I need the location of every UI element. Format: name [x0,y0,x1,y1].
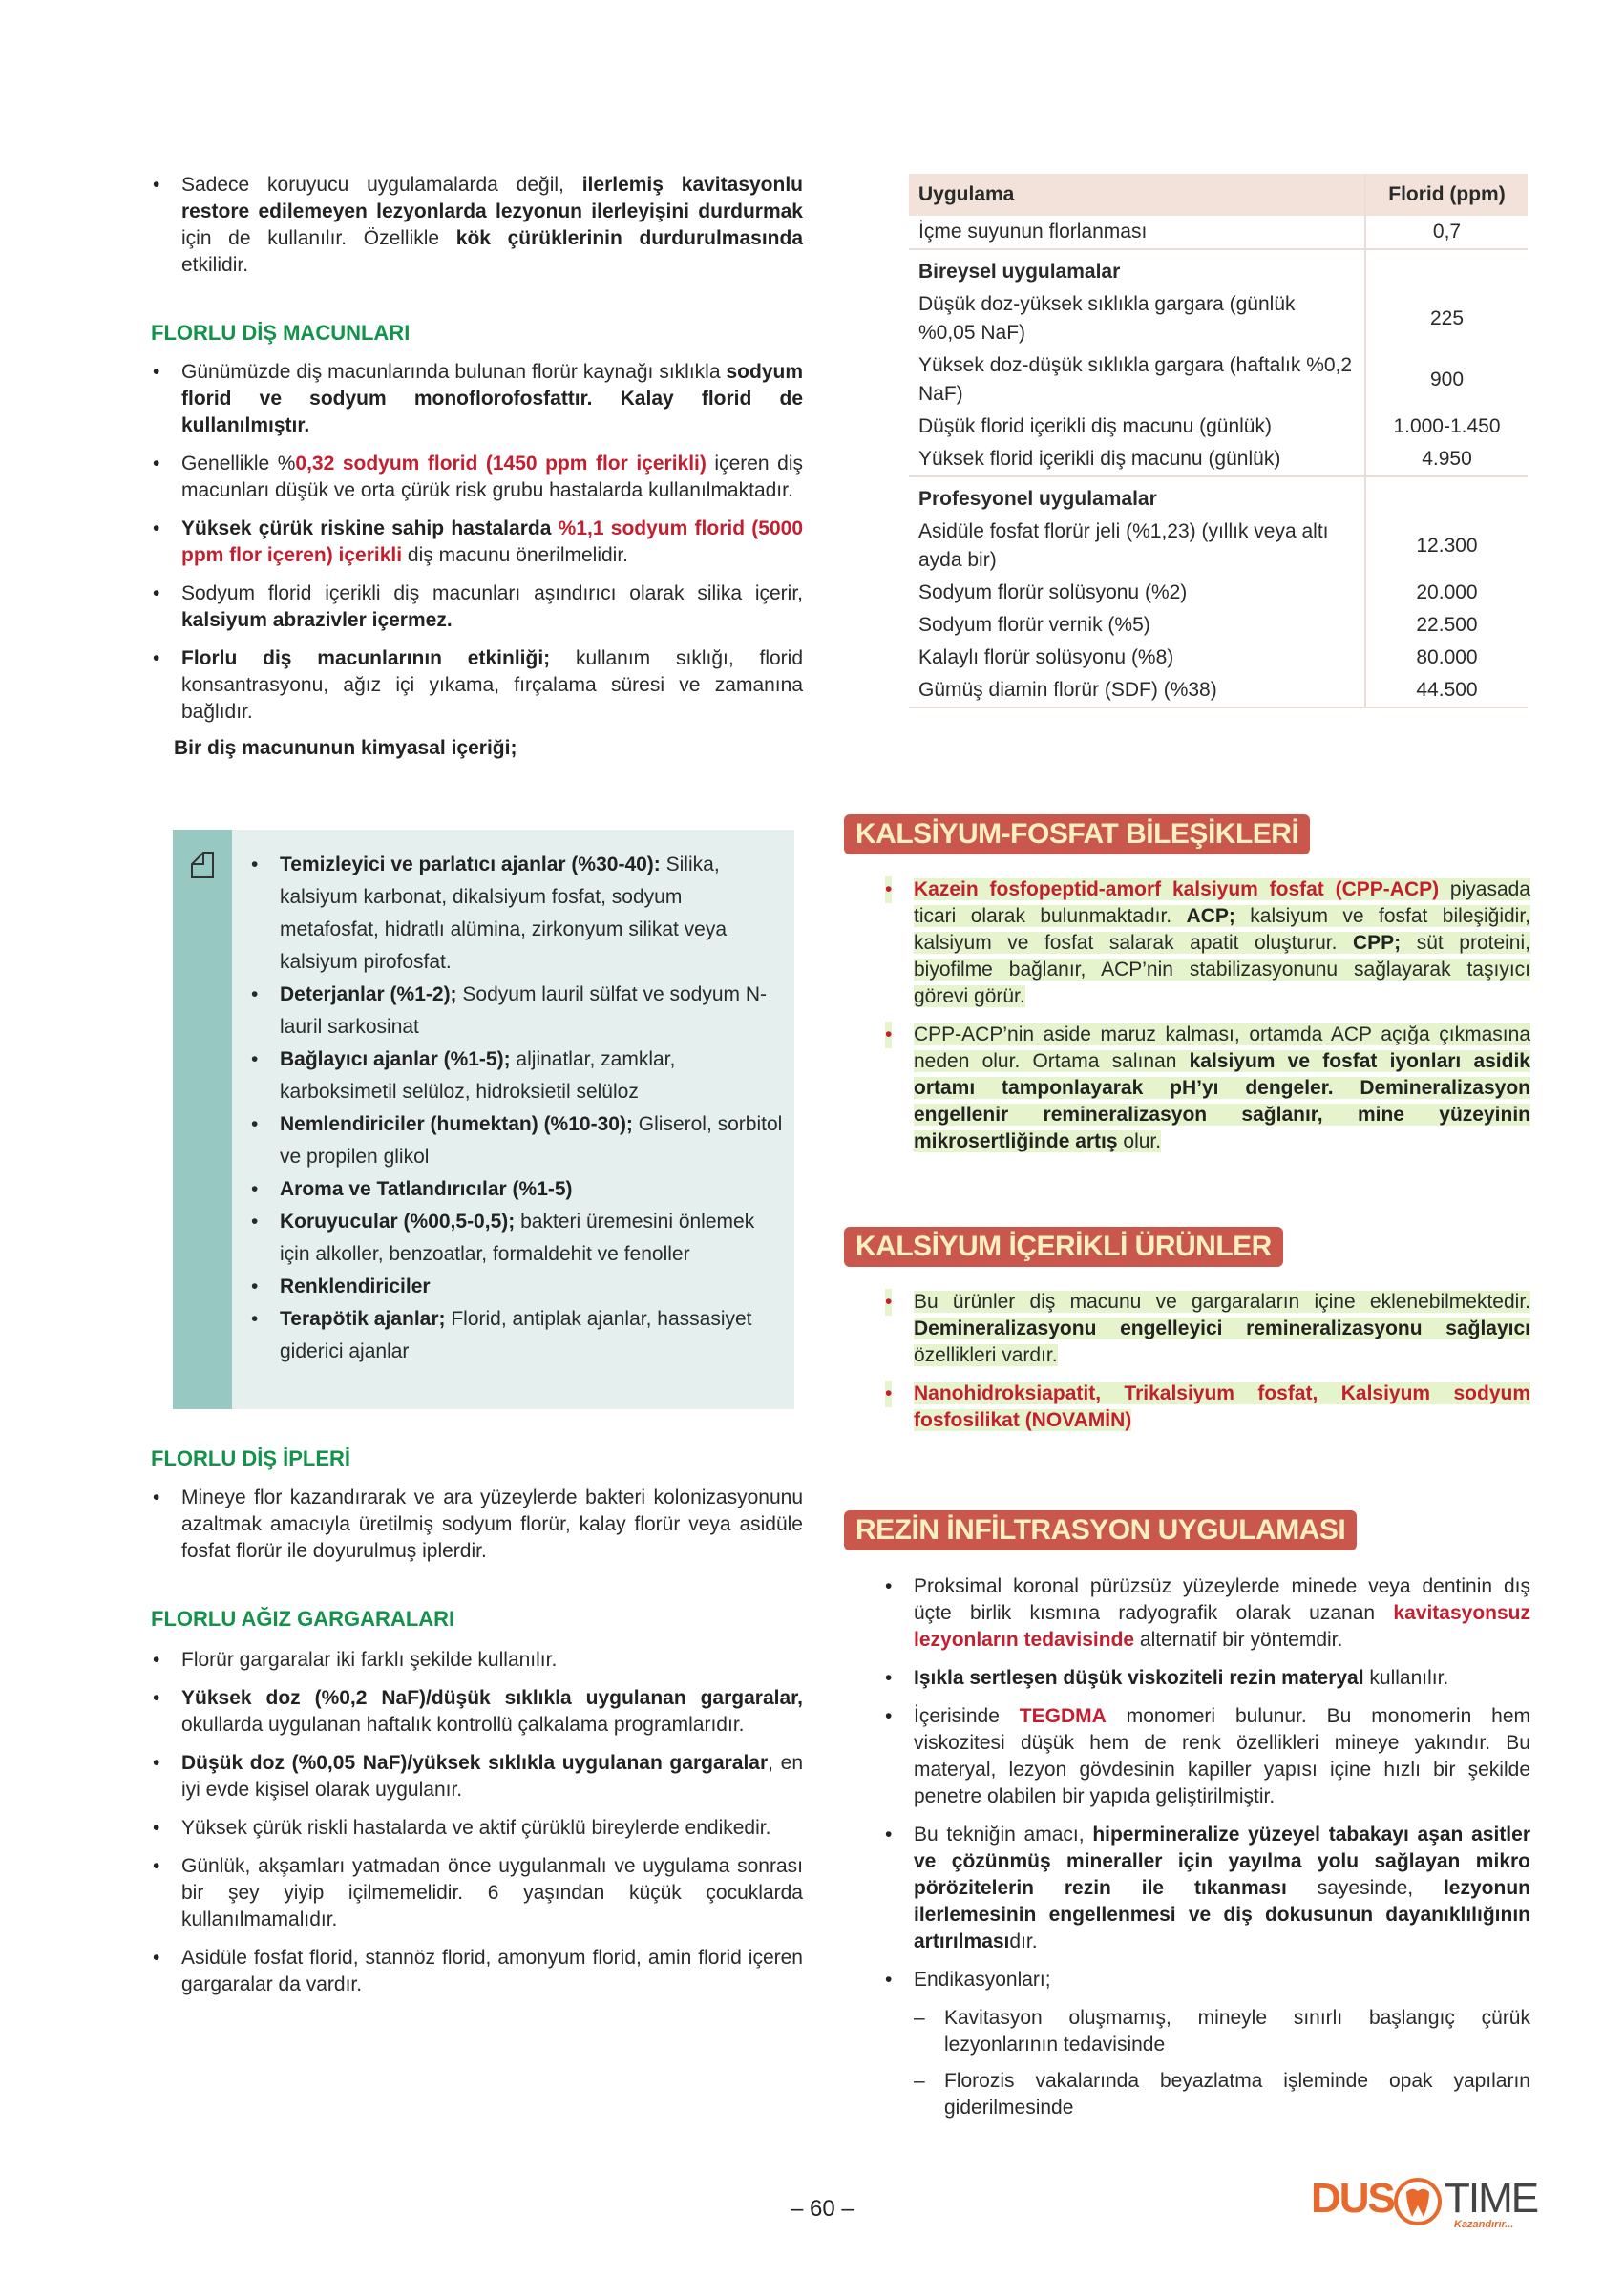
table-cell-fluoride: 225 [1365,288,1528,349]
text-segment: Endikasyonları; [914,1969,1051,1991]
section-title-mouthwash: FLORLU AĞIZ GARGARALARI [151,1607,455,1631]
text-segment: Günlük, akşamları yatmadan önce uygulanmalı ve uygulama sonrası bir şey yiyip içilmemelidir. 6 yaşından küçük çocuklarda kullanılmamalıdır. [181,1855,803,1930]
text-segment: sayesinde, [1286,1877,1444,1899]
table-cell-fluoride: 0,7 [1365,216,1528,249]
logo-tagline: Kazandırır... [1454,2219,1514,2230]
list-item [883,1289,1530,1369]
table-row [909,216,1528,249]
emphasis-bold: Nemlendiriciler (humektan) (%10-30); [280,1113,633,1135]
list-item [151,645,803,726]
emphasis-bold: Temizleyici ve parlatıcı ajanlar (%30-40): [280,854,661,875]
emphasis-bold: Koruyucular (%00,5-0,5); [280,1211,516,1233]
emphasis-bold: Yüksek çürük riskine sahip hastalarda [181,517,559,539]
text-segment: kalsiyum ve fosfat bileşiğidir, kalsiyum ve fosfat salarak apatit oluşturur. [914,905,1530,954]
list-item [249,849,784,979]
list-item [151,1750,803,1803]
table-row [909,349,1528,411]
table-cell-application: Gümüş diamin florür (SDF) (%38) [909,674,1365,707]
list-item [151,580,803,634]
table-cell-fluoride: 900 [1365,349,1528,411]
toothpaste-list [151,359,803,726]
text-segment: CPP-ACP’nin aside maruz kalması, ortamda ACP açığa çıkmasına neden olur. Ortama salınan [914,1023,1530,1072]
table-cell-application: Düşük florid içerikli diş macunu (günlük) [918,415,1272,437]
fluoride-table [909,174,1528,708]
table-cell-application: Asidüle fosfat florür jeli (%1,23) (yıllık veya altı ayda bir) [918,520,1329,571]
highlighted-text [914,878,1530,1007]
highlighted-text [914,1291,1530,1366]
list-item [151,516,803,569]
calcium-phosphate-section [883,876,1530,1167]
emphasis-red: Kazein fosfopeptid-amorf kalsiyum fosfat (CPP-ACP) [914,878,1440,900]
resin-list [883,1573,1530,1993]
list-item [249,1303,784,1368]
list-item [151,1853,803,1933]
text-segment: Silika, kalsiyum karbonat, dikalsiyum fosfat, sodyum metafosfat, hidratlı alümina, zirkonyum silikat veya kalsiyum pirofosfat. [280,854,728,973]
emphasis-red: 0,32 sodyum florid (1450 ppm flor içerikli) [295,453,707,475]
chemical-content-list [249,849,784,1368]
table-cell-application: Sodyum florür vernik (%5) [918,614,1150,636]
emphasis-bold: kalsiyum abrazivler içermez. [181,609,453,631]
text-segment: olur. [1117,1130,1162,1152]
chemical-content-title: Bir diş macununun kimyasal içeriği; [174,737,517,759]
text-segment: Sadece koruyucu uygulamalarda değil, [181,174,582,196]
text-segment: Yüksek çürük riskli hastalarda ve aktif çürüklü bireylerde endikedir. [181,1817,771,1839]
highlighted-text [914,1382,1530,1431]
text-segment: monomeri bulunur. Bu monomerin hem viskozitesi düşük hem de renk özellikleri mineye yakındır. Bu materyal, lezyon gövdesinin kapiller yapısı içine hızlı bir şekilde penetre olabilen bir yapıda geliştirilmiştir. [914,1705,1531,1807]
list-item [249,1044,784,1108]
emphasis-bold: hipermineralize yüzeyel tabakayı aşan asitler ve çözünmüş mineraller için yayılma yolu sağlayan mikro pörözitelerin rezin ile tıkanması [914,1824,1530,1899]
emphasis-red: Nanohidroksiapatit, Trikalsiyum fosfat, Kalsiyum sodyum fosfosilikat (NOVAMİN) [914,1382,1530,1431]
text-segment: Proksimal koronal pürüzsüz yüzeylerde minede veya dentinin dış üçte birlik kısmına radyografik olarak uzanan [914,1575,1530,1624]
intro-list [151,172,803,279]
text-segment: dır. [1009,1930,1038,1952]
emphasis-bold: lezyonun ilerlemesinin engellenmesi ve diş dokusunun dayanıklılığının artırılması [914,1877,1530,1952]
table-group-row [909,249,1528,288]
emphasis-bold: sodyum florid ve sodyum monoflorofosfattır. Kalay florid de kullanılmıştır. [181,361,803,436]
list-item [151,359,803,439]
calcium-products-list [883,1289,1530,1434]
text-segment: Bu tekniğin amacı, [914,1824,1093,1846]
text-segment: Florid, antiplak ajanlar, hassasiyet giderici ajanlar [280,1308,752,1362]
emphasis-bold: ACP; [1186,905,1235,927]
chemical-content-box [173,830,794,1409]
table-header-application: Uygulama [909,174,1365,216]
table-cell-application: Yüksek florid içerikli diş macunu (günlük) [909,443,1365,476]
table-cell-application: Yüksek doz-düşük sıklıkla gargara (haftalık %0,2 NaF) [918,354,1353,405]
list-item [151,451,803,504]
list-item [151,1685,803,1739]
list-item [883,1022,1530,1155]
calcium-phosphate-list [883,876,1530,1155]
emphasis-red: %1,1 sodyum florid (5000 ppm flor içeren) içerikli [181,517,803,566]
text-segment: Gliserol, sorbitol ve propilen glikol [280,1113,783,1168]
list-item [883,1665,1530,1692]
text-segment: kullanılır. [1363,1667,1449,1689]
list-item [883,876,1530,1010]
text-segment: özellikleri vardır. [914,1344,1058,1366]
table-cell-application: Kalaylı florür solüsyonu (%8) [918,646,1174,668]
page-number: – 60 – [791,2196,854,2222]
text-segment: Florozis vakalarında beyazlatma işleminde opak yapıların giderilmesinde [944,2070,1530,2119]
highlighted-text [914,1023,1530,1152]
emphasis-red: TEGDMA [1019,1705,1107,1727]
table-cell-application: Profesyonel uygulamalar [918,488,1157,510]
calcium-products-section [883,1289,1530,1445]
text-segment: piyasada ticari olarak bulunmaktadır. [914,878,1530,927]
tooth-icon [1393,2177,1443,2226]
emphasis-bold: CPP; [1352,932,1402,954]
table-cell-fluoride: 80.000 [1365,642,1528,674]
list-item [151,1647,803,1674]
logo-text-dus: DUS [1311,2175,1394,2222]
emphasis-bold: kök çürüklerinin durdurulmasında [455,227,803,249]
table-cell-fluoride: 22.500 [1365,609,1528,642]
list-item [883,1967,1530,1993]
emphasis-bold: kalsiyum ve fosfat iyonları asidik ortamı tamponlayarak pH’yı dengeler. Demineralizasyon engellenir remineralizasyon sağlanır, mine yüzeyinin mikrosertliğinde artış [914,1050,1530,1152]
section-title-toothpaste: FLORLU DİŞ MACUNLARI [151,321,411,345]
list-item [914,2068,1530,2121]
text-segment: , en iyi evde kişisel olarak uygulanır. [181,1752,803,1801]
section-title-floss: FLORLU DİŞ İPLERİ [151,1446,350,1470]
header-resin-infiltration: REZİN İNFİLTRASYON UYGULAMASI [844,1510,1357,1550]
list-item [151,172,803,279]
table-cell-fluoride [1365,476,1528,516]
resin-infiltration-section [883,1573,1530,2131]
text-segment: kullanım sıklığı, florid konsantrasyonu, ağız içi yıkama, fırçalama süresi ve zamanına bağlıdır. [181,647,804,723]
table-cell-fluoride [1365,249,1528,288]
box-strip [173,830,232,1409]
list-item [249,1108,784,1173]
list-item [151,1945,803,1998]
logo-text-time: TIME [1445,2175,1538,2222]
text-segment: için de kullanılır. Özellikle [181,227,456,249]
emphasis-bold: ilerlemiş kavitasyonlu restore edilemeyen lezyonlarda lezyonun ilerleyişini durdurmak [181,174,803,222]
table-cell-fluoride: 4.950 [1365,443,1528,476]
text-segment: alternatif bir yöntemdir. [1134,1629,1343,1651]
text-segment: içeren diş macunları düşük ve orta çürük risk grubu hastalarda kullanılmaktadır. [181,453,803,501]
emphasis-bold: Bağlayıcı ajanlar (%1-5); [280,1048,511,1070]
table-cell-fluoride: 44.500 [1365,674,1528,707]
table-cell-fluoride: 1.000-1.450 [1365,411,1528,443]
emphasis-bold: Terapötik ajanlar; [280,1308,446,1330]
header-calcium-phosphate: KALSİYUM-FOSFAT BİLEŞİKLERİ [844,814,1310,854]
list-item [249,1173,784,1206]
logo [1311,2175,1538,2234]
table-cell-fluoride: 12.300 [1365,516,1528,577]
emphasis-bold: Işıkla sertleşen düşük viskoziteli rezin materyal [914,1667,1364,1689]
table-row [909,288,1528,349]
text-segment: İçerisinde [914,1705,1020,1727]
note-icon [190,851,215,879]
table-cell-fluoride: 20.000 [1365,577,1528,609]
list-item [883,1822,1530,1955]
left-column-lower [151,1446,803,2010]
header-calcium-products: KALSİYUM İÇERİKLİ ÜRÜNLER [844,1227,1283,1267]
text-segment: Genellikle % [181,453,296,475]
emphasis-red: kavitasyonsuz lezyonların tedavisinde [914,1602,1530,1651]
table-cell-application: Sodyum florür solüsyonu (%2) [918,581,1188,603]
table-cell-application: İçme suyunun florlanması [909,216,1365,249]
emphasis-bold: Florlu diş macunlarının etkinliği; [181,647,551,669]
table-row [909,411,1528,443]
text-segment: etkilidir. [181,254,249,276]
table-header-fluoride: Florid (ppm) [1365,174,1528,216]
list-item [249,979,784,1044]
list-item [883,1703,1530,1810]
table-cell-application: Bireysel uygulamalar [918,261,1121,283]
list-item [883,1573,1530,1654]
text-segment: bakteri üremesini önlemek için alkoller, benzoatlar, formaldehit ve fenoller [280,1211,755,1265]
table-row [909,674,1528,707]
left-column [151,172,803,760]
table-row [909,642,1528,674]
emphasis-bold: Düşük doz (%0,05 NaF)/yüksek sıklıkla uygulanan gargaralar [181,1752,769,1774]
text-segment: Sodyum lauril sülfat ve sodyum N-lauril sarkosinat [280,983,768,1038]
list-item [249,1271,784,1303]
text-segment: okullarda uygulanan haftalık kontrollü çalkalama programlarıdır. [181,1714,745,1736]
table-row [909,577,1528,609]
mouthwash-list [151,1647,803,1998]
text-segment: Sodyum florid içerikli diş macunları aşındırıcı olarak silika içerir, [181,582,803,604]
emphasis-bold: Demineralizasyonu engelleyici remineralizasyonu sağlayıcı [914,1318,1530,1339]
emphasis-bold: Deterjanlar (%1-2); [280,983,457,1005]
text-segment: aljinatlar, zamklar, karboksimetil selüloz, hidroksietil selüloz [280,1048,676,1103]
text-segment: Kavitasyon oluşmamış, mineyle sınırlı başlangıç çürük lezyonlarının tedavisinde [944,2007,1530,2056]
text-segment: Florür gargaralar iki farklı şekilde kullanılır. [181,1649,558,1671]
table-cell-application: Düşük doz-yüksek sıklıkla gargara (günlük %0,05 NaF) [918,293,1296,344]
text-segment: Asidüle fosfat florid, stannöz florid, amonyum florid, amin florid içeren gargaralar da vardır. [181,1947,803,1995]
table-row [909,516,1528,577]
indications-list [914,2005,1530,2121]
list-item [249,1206,784,1271]
table-row [909,609,1528,642]
list-item [883,1381,1530,1434]
text-segment: Mineye flor kazandırarak ve ara yüzeylerde bakteri kolonizasyonunu azaltmak amacıyla üretilmiş sodyum florür, kalay florür veya asidüle fosfat florür ile doyurulmuş iplerdir. [181,1487,803,1562]
list-item [151,1485,803,1565]
text-segment: süt proteini, biyofilme bağlanır, ACP’nin stabilizasyonunu sağlayarak taşıyıcı görevi görür. [914,932,1530,1007]
text-segment: Günümüzde diş macunlarında bulunan florür kaynağı sıklıkla [181,361,727,383]
list-item [914,2005,1530,2058]
emphasis-bold: Aroma ve Tatlandırıcılar (%1-5) [280,1178,573,1200]
emphasis-bold: Yüksek doz (%0,2 NaF)/düşük sıklıkla uygulanan gargaralar, [181,1687,803,1709]
table-row [909,443,1528,476]
floss-list [151,1485,803,1565]
list-item [151,1815,803,1842]
text-segment: diş macunu önerilmelidir. [402,544,629,566]
table-group-row [909,476,1528,516]
text-segment: Bu ürünler diş macunu ve gargaraların içine eklenebilmektedir. [914,1291,1530,1313]
emphasis-bold: Renklendiriciler [280,1276,431,1297]
